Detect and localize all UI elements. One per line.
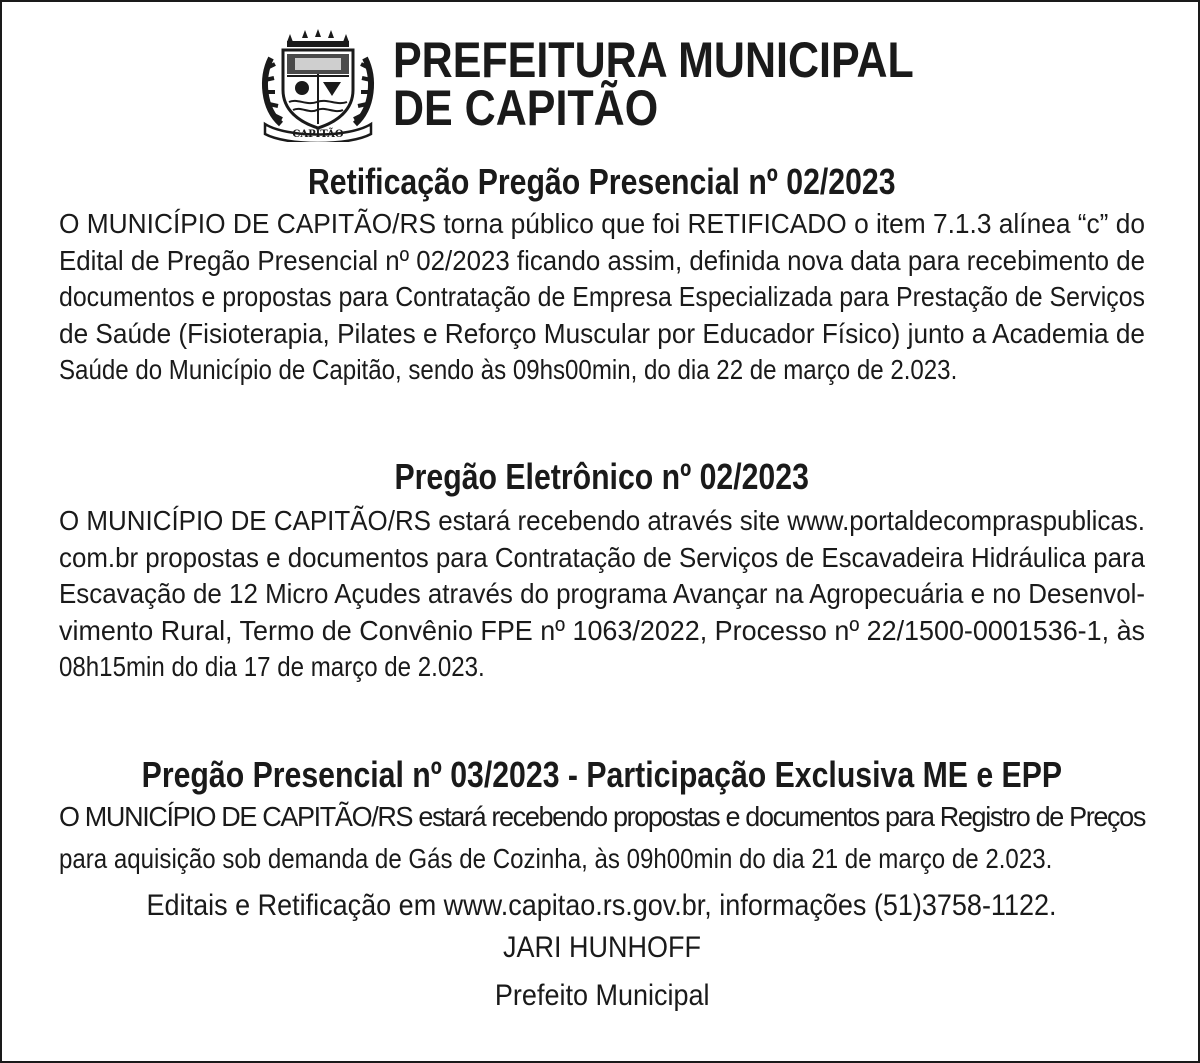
crest-ribbon-text: CAPITÃO xyxy=(292,129,344,140)
section-body-retificacao xyxy=(59,206,1145,389)
body-line: 08h15min do dia 17 de março de 2.023. xyxy=(59,651,485,682)
section-title-text: Pregão Eletrônico nº 02/2023 xyxy=(394,456,810,497)
section-title-pregao-eletronico xyxy=(2,457,1200,497)
header xyxy=(257,28,977,146)
body-line: com.br propostas e documentos para Contratação de Serviços de Escavadeira Hidráulica para xyxy=(59,541,1145,573)
body-line: O MUNICÍPIO DE CAPITÃO/RS estará recebendo propostas e documentos para Registro de Preços xyxy=(59,801,1145,832)
section-title-text: Retificação Pregão Presencial nº 02/2023 xyxy=(308,161,896,202)
signer-role xyxy=(2,978,1200,1014)
body-line: Escavação de 12 Micro Açudes através do programa Avançar na Agropecuária e no Desenvol- xyxy=(59,578,1145,609)
footer-info-text: Editais e Retificação em www.capitao.rs.gov.br, informações (51)3758-1122. xyxy=(147,889,1057,922)
title-line-1: PREFEITURA MUNICIPAL xyxy=(393,32,914,88)
signer-name xyxy=(2,930,1200,966)
section-title-pregao-presencial-03 xyxy=(2,755,1200,795)
section-title-retificacao xyxy=(2,162,1200,202)
body-line: documentos e propostas para Contratação de Empresa Especializada para Prestação de Serviços xyxy=(59,281,1145,312)
body-line: para aquisição sob demanda de Gás de Cozinha, às 09h00min do dia 21 de março de 2.023. xyxy=(59,842,1053,874)
body-line: Saúde do Município de Capitão, sendo às 09hs00min, do dia 22 de março de 2.023. xyxy=(59,354,958,385)
body-line: O MUNICÍPIO DE CAPITÃO/RS torna público que foi RETIFICADO o item 7.1.3 alínea “c” do xyxy=(59,208,1145,239)
section-body-pregao-presencial-03 xyxy=(59,799,1145,877)
page-title xyxy=(393,32,914,136)
body-line: de Saúde (Fisioterapia, Pilates e Reforço Muscular por Educador Físico) junto a Academia de xyxy=(59,317,1145,349)
body-line: O MUNICÍPIO DE CAPITÃO/RS estará recebendo através site www.portaldecompraspublicas. xyxy=(59,505,1145,536)
title-line-2: DE CAPITÃO xyxy=(393,80,659,136)
section-body-pregao-eletronico xyxy=(59,503,1145,686)
body-line: Edital de Pregão Presencial nº 02/2023 ficando assim, definida nova data para recebimento de xyxy=(59,244,1145,276)
footer-info xyxy=(2,888,1200,924)
municipal-coat-of-arms-icon xyxy=(257,28,379,142)
body-line: vimento Rural, Termo de Convênio FPE nº 1063/2022, Processo nº 22/1500-0001536-1, às xyxy=(59,614,1145,646)
signer-role-text: Prefeito Municipal xyxy=(494,979,710,1012)
signer-name-text: JARI HUNHOFF xyxy=(503,931,701,964)
section-title-text: Pregão Presencial nº 03/2023 - Participação Exclusiva ME e EPP xyxy=(141,754,1063,795)
